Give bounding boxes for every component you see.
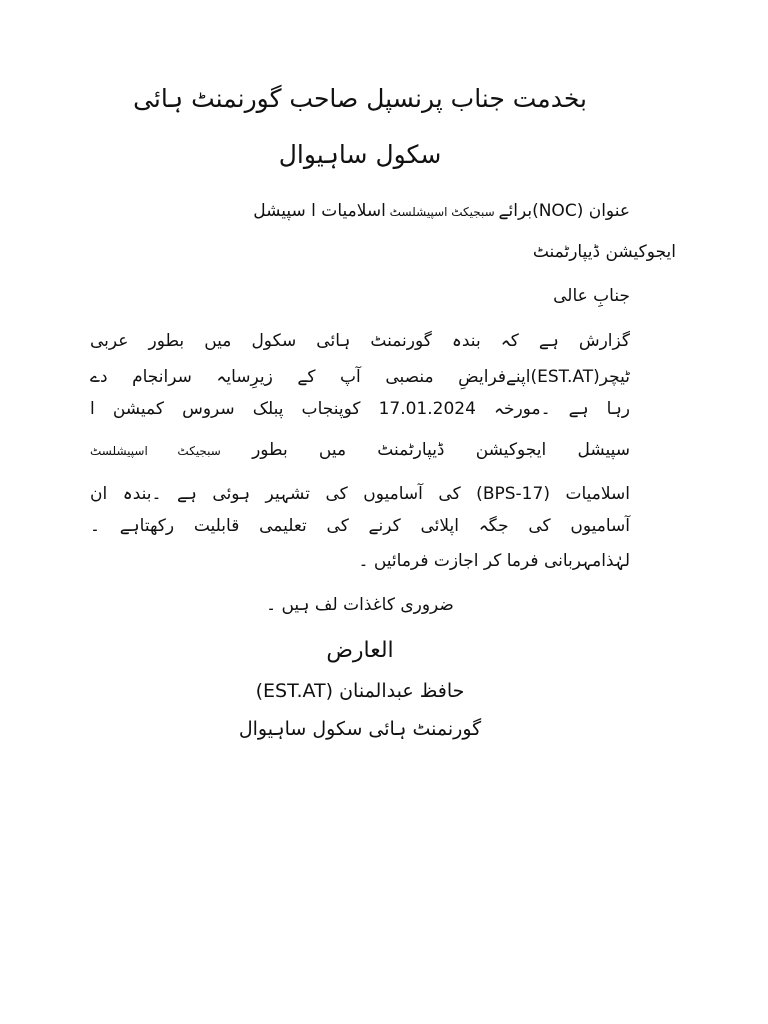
body-line-2: ٹیچر(EST.AT)اپنےفرایضِ منصبی آپ کے زیرِسایہ سرانجام دے xyxy=(90,367,630,387)
body-line-6: آسامیوں کی جگہ اپلائی کرنے کی تعلیمی قابلیت رکھتاہے ۔ xyxy=(90,516,630,536)
body-line-4 xyxy=(90,440,630,460)
body-line-1: گزارش ہے کہ بندہ گورنمنٹ ہائی سکول میں بطور عربی xyxy=(90,331,630,351)
body-line-4-text: سپیشل ایجوکیشن ڈیپارٹمنٹ میں بطور xyxy=(252,440,630,460)
subject-continuation: ایجوکیشن ڈیپارٹمنٹ xyxy=(532,242,676,262)
body-line-4-small: سبجیکٹ اسپیشلسٹ xyxy=(90,444,221,458)
subject-main: عنوان (NOC)برائے xyxy=(498,201,630,221)
enclosure-note: ضروری کاغذات لف ہیں ۔ xyxy=(266,595,454,615)
body-line-7: لہٰذامہربانی فرما کر اجازت فرمائیں ۔ xyxy=(358,551,630,571)
letter-title-line-2: سکول ساہیوال xyxy=(278,140,442,169)
salutation: جنابِ عالی xyxy=(553,286,630,306)
subject-line xyxy=(253,200,630,221)
letter-title-line-1: بخدمت جناب پرنسپل صاحب گورنمنٹ ہائی xyxy=(133,84,587,113)
subject-end: اسلامیات ا سپیشل xyxy=(253,201,386,221)
body-line-5: اسلامیات (BPS-17) کی آسامیوں کی تشہیر ہوئی ہے ۔بندہ ان xyxy=(90,484,630,504)
sender-school: گورنمنٹ ہائی سکول ساہیوال xyxy=(238,718,482,740)
sender-label: العارض xyxy=(326,638,394,663)
sender-name: حافظ عبدالمنان (EST.AT) xyxy=(255,680,465,702)
body-line-3: رہا ہے ۔مورخہ 17.01.2024 کوپنجاب پبلک سروس کمیشن ا xyxy=(90,399,630,419)
subject-small: سبجیکٹ اسپیشلسٹ xyxy=(385,205,499,219)
